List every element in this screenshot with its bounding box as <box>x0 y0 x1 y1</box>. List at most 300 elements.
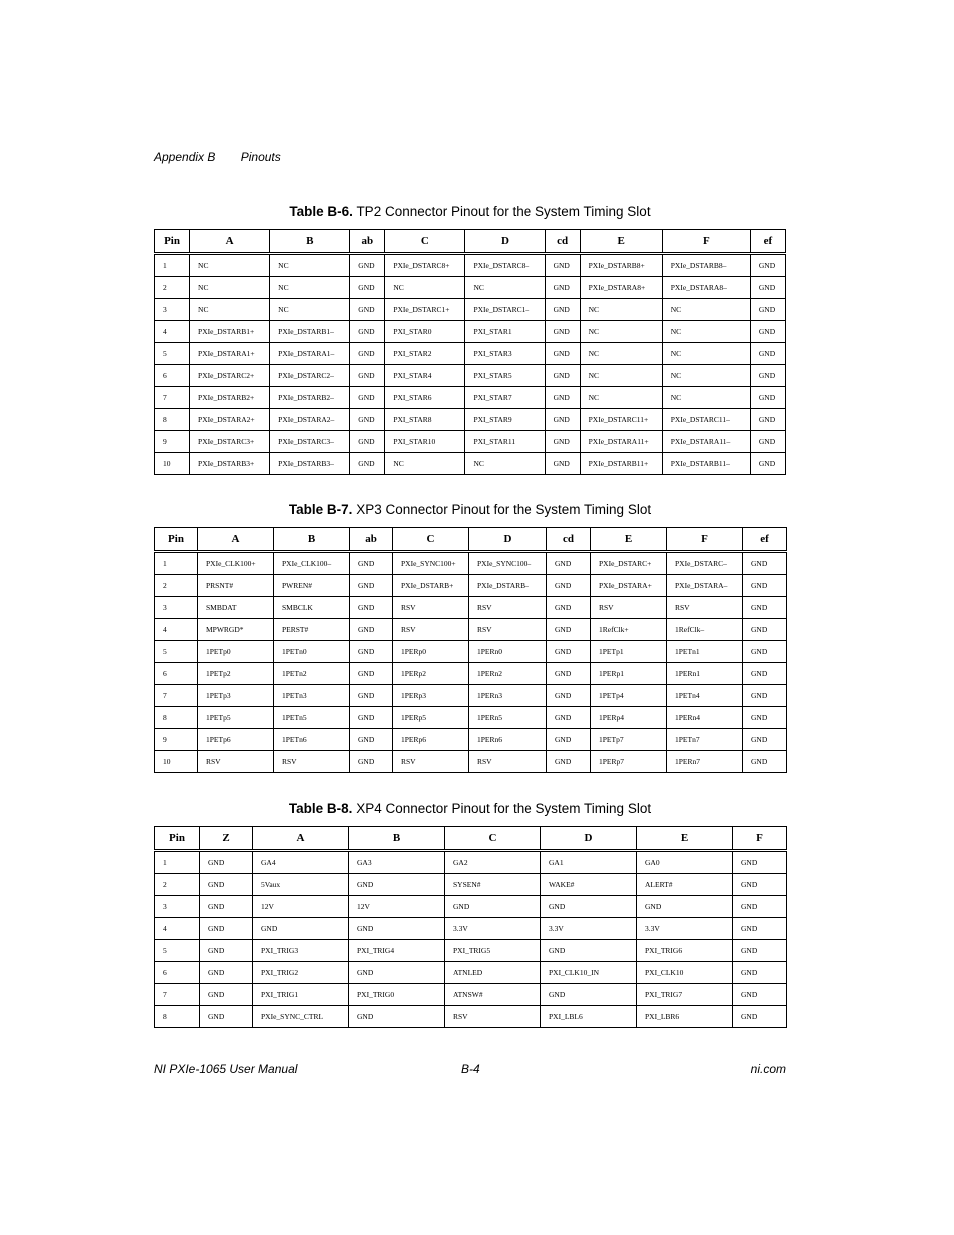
signal-cell: 5Vaux <box>253 874 349 896</box>
signal-cell: PXIe_DSTARA8– <box>662 277 750 299</box>
signal-cell: MPWRGD* <box>198 619 274 641</box>
table-row <box>155 663 787 685</box>
signal-cell: NC <box>270 254 350 277</box>
signal-cell: GND <box>743 663 787 685</box>
signal-cell: NC <box>270 299 350 321</box>
column-header: ef <box>743 528 787 552</box>
pin-number-cell: 5 <box>155 940 200 962</box>
signal-cell: GND <box>350 387 385 409</box>
table-title: TP2 Connector Pinout for the System Timing Slot <box>356 204 651 219</box>
signal-cell: NC <box>662 321 750 343</box>
signal-cell: NC <box>190 254 270 277</box>
pin-number-cell: 4 <box>155 321 190 343</box>
column-header: cd <box>545 230 580 254</box>
signal-cell: PXIe_DSTARB+ <box>393 575 469 597</box>
signal-cell: PXIe_CLK100– <box>274 552 350 575</box>
signal-cell: GND <box>350 343 385 365</box>
signal-cell: PWREN# <box>274 575 350 597</box>
table-row <box>155 962 787 984</box>
pin-number-cell: 8 <box>155 707 198 729</box>
signal-cell: GND <box>547 685 591 707</box>
signal-cell: GND <box>750 409 785 431</box>
pin-number-cell: 5 <box>155 641 198 663</box>
table-row <box>155 575 787 597</box>
signal-cell: GND <box>545 299 580 321</box>
pin-number-cell: 1 <box>155 552 198 575</box>
column-header: B <box>270 230 350 254</box>
signal-cell: PXI_LBL6 <box>541 1006 637 1028</box>
signal-cell: GND <box>750 321 785 343</box>
signal-cell: ATNSW# <box>445 984 541 1006</box>
signal-cell: GND <box>733 851 787 874</box>
signal-cell: PXIe_DSTARB8– <box>662 254 750 277</box>
signal-cell: PXIe_DSTARC3– <box>270 431 350 453</box>
signal-cell: 1PERn1 <box>667 663 743 685</box>
column-header: E <box>637 827 733 851</box>
table-header-row <box>155 528 787 552</box>
signal-cell: 1PETp5 <box>198 707 274 729</box>
signal-cell: 1PETn0 <box>274 641 350 663</box>
pin-number-cell: 2 <box>155 874 200 896</box>
signal-cell: PXI_STAR11 <box>465 431 545 453</box>
column-header: F <box>662 230 750 254</box>
signal-cell: PXIe_DSTARB2– <box>270 387 350 409</box>
signal-cell: PXI_STAR1 <box>465 321 545 343</box>
signal-cell: NC <box>580 299 662 321</box>
signal-cell: GND <box>743 751 787 773</box>
signal-cell: RSV <box>591 597 667 619</box>
pin-number-cell: 10 <box>155 453 190 475</box>
signal-cell: RSV <box>198 751 274 773</box>
signal-cell: GND <box>733 918 787 940</box>
pin-number-cell: 8 <box>155 409 190 431</box>
signal-cell: 1PETp4 <box>591 685 667 707</box>
signal-cell: NC <box>662 343 750 365</box>
signal-cell: GND <box>350 575 393 597</box>
signal-cell: PXI_TRIG4 <box>349 940 445 962</box>
signal-cell: PXIe_DSTARA2– <box>270 409 350 431</box>
signal-cell: NC <box>580 343 662 365</box>
pin-number-cell: 9 <box>155 729 198 751</box>
pin-number-cell: 6 <box>155 365 190 387</box>
signal-cell: PXI_LBR6 <box>637 1006 733 1028</box>
signal-cell: 12V <box>253 896 349 918</box>
table-row <box>155 619 787 641</box>
table-row <box>155 597 787 619</box>
signal-cell: GND <box>750 299 785 321</box>
signal-cell: GND <box>750 453 785 475</box>
signal-cell: PXI_TRIG5 <box>445 940 541 962</box>
signal-cell: GND <box>350 552 393 575</box>
signal-cell: GND <box>547 663 591 685</box>
signal-cell: PXIe_DSTARA2+ <box>190 409 270 431</box>
signal-cell: PXIe_DSTARC3+ <box>190 431 270 453</box>
signal-cell: RSV <box>274 751 350 773</box>
table-b8-caption <box>154 801 786 816</box>
signal-cell: GND <box>547 575 591 597</box>
table-row <box>155 896 787 918</box>
signal-cell: GND <box>200 940 253 962</box>
signal-cell: GND <box>200 874 253 896</box>
signal-cell: NC <box>190 277 270 299</box>
signal-cell: PXIe_SYNC100– <box>469 552 547 575</box>
signal-cell: GND <box>547 619 591 641</box>
signal-cell: NC <box>465 277 545 299</box>
signal-cell: GND <box>545 277 580 299</box>
signal-cell: GND <box>733 896 787 918</box>
signal-cell: PRSNT# <box>198 575 274 597</box>
signal-cell: PXIe_DSTARB3– <box>270 453 350 475</box>
signal-cell: RSV <box>393 751 469 773</box>
table-row <box>155 254 786 277</box>
column-header: B <box>274 528 350 552</box>
table-header-row <box>155 827 787 851</box>
signal-cell: 1PETn5 <box>274 707 350 729</box>
signal-cell: PXIe_DSTARB11– <box>662 453 750 475</box>
pin-number-cell: 7 <box>155 387 190 409</box>
signal-cell: GND <box>545 387 580 409</box>
signal-cell: GND <box>733 962 787 984</box>
signal-cell: PXIe_DSTARC2– <box>270 365 350 387</box>
signal-cell: PXIe_DSTARB8+ <box>580 254 662 277</box>
signal-cell: 1PETn1 <box>667 641 743 663</box>
signal-cell: 1PETn4 <box>667 685 743 707</box>
signal-cell: PXIe_DSTARB2+ <box>190 387 270 409</box>
signal-cell: GND <box>733 984 787 1006</box>
signal-cell: RSV <box>393 619 469 641</box>
footer-page-number: B-4 <box>461 1062 480 1076</box>
signal-cell: 1PERp3 <box>393 685 469 707</box>
running-header <box>154 150 281 164</box>
table-row <box>155 851 787 874</box>
signal-cell: PXI_CLK10 <box>637 962 733 984</box>
column-header: Pin <box>155 230 190 254</box>
signal-cell: PXIe_DSTARC11+ <box>580 409 662 431</box>
signal-cell: GND <box>733 874 787 896</box>
signal-cell: RSV <box>469 619 547 641</box>
signal-cell: PXIe_DSTARA1+ <box>190 343 270 365</box>
signal-cell: GND <box>350 641 393 663</box>
signal-cell: PXIe_CLK100+ <box>198 552 274 575</box>
pin-number-cell: 2 <box>155 277 190 299</box>
signal-cell: GND <box>743 729 787 751</box>
column-header: A <box>198 528 274 552</box>
signal-cell: SYSEN# <box>445 874 541 896</box>
signal-cell: PXIe_SYNC100+ <box>393 552 469 575</box>
signal-cell: PXIe_DSTARC11– <box>662 409 750 431</box>
signal-cell: ALERT# <box>637 874 733 896</box>
signal-cell: 1PETn2 <box>274 663 350 685</box>
signal-cell: PXI_TRIG3 <box>253 940 349 962</box>
table-row <box>155 453 786 475</box>
signal-cell: GND <box>545 453 580 475</box>
pin-number-cell: 3 <box>155 597 198 619</box>
signal-cell: GND <box>349 1006 445 1028</box>
signal-cell: GND <box>350 409 385 431</box>
signal-cell: GND <box>733 1006 787 1028</box>
signal-cell: NC <box>270 277 350 299</box>
pin-number-cell: 10 <box>155 751 198 773</box>
column-header: Z <box>200 827 253 851</box>
signal-cell: RSV <box>469 751 547 773</box>
table-row <box>155 552 787 575</box>
xp3-pinout-table <box>154 527 787 773</box>
signal-cell: 1PETp6 <box>198 729 274 751</box>
signal-cell: GND <box>750 365 785 387</box>
column-header: E <box>580 230 662 254</box>
signal-cell: PXIe_DSTARC1– <box>465 299 545 321</box>
signal-cell: 1PERp6 <box>393 729 469 751</box>
signal-cell: GND <box>350 365 385 387</box>
signal-cell: GND <box>350 729 393 751</box>
signal-cell: GND <box>350 431 385 453</box>
signal-cell: GND <box>350 685 393 707</box>
signal-cell: WAKE# <box>541 874 637 896</box>
pin-number-cell: 4 <box>155 918 200 940</box>
signal-cell: PXI_STAR6 <box>385 387 465 409</box>
column-header: F <box>667 528 743 552</box>
column-header: Pin <box>155 528 198 552</box>
footer-website: ni.com <box>750 1062 786 1076</box>
column-header: D <box>469 528 547 552</box>
signal-cell: PXI_TRIG2 <box>253 962 349 984</box>
signal-cell: GND <box>350 321 385 343</box>
pin-number-cell: 6 <box>155 663 198 685</box>
signal-cell: NC <box>580 387 662 409</box>
signal-cell: GND <box>545 321 580 343</box>
signal-cell: PXIe_DSTARC8– <box>465 254 545 277</box>
signal-cell: GND <box>350 277 385 299</box>
table-b6-caption <box>154 204 786 219</box>
pin-number-cell: 3 <box>155 299 190 321</box>
tp2-pinout-table <box>154 229 786 475</box>
signal-cell: GND <box>350 254 385 277</box>
signal-cell: PXIe_DSTARB– <box>469 575 547 597</box>
table-row <box>155 918 787 940</box>
signal-cell: 1PETp7 <box>591 729 667 751</box>
signal-cell: NC <box>662 299 750 321</box>
signal-cell: GND <box>350 597 393 619</box>
pin-number-cell: 4 <box>155 619 198 641</box>
column-header: F <box>733 827 787 851</box>
pin-number-cell: 1 <box>155 851 200 874</box>
signal-cell: GND <box>743 597 787 619</box>
signal-cell: PXI_TRIG0 <box>349 984 445 1006</box>
header-appendix: Appendix B <box>154 150 216 164</box>
signal-cell: GND <box>545 431 580 453</box>
signal-cell: 1PETp1 <box>591 641 667 663</box>
table-b7-caption <box>154 502 786 517</box>
table-row <box>155 940 787 962</box>
signal-cell: GND <box>350 453 385 475</box>
table-row <box>155 299 786 321</box>
signal-cell: 1PETn6 <box>274 729 350 751</box>
table-label: Table B-8. <box>288 801 353 816</box>
signal-cell: PXIe_DSTARA+ <box>591 575 667 597</box>
signal-cell: GND <box>349 874 445 896</box>
signal-cell: 12V <box>349 896 445 918</box>
signal-cell: PXIe_DSTARA– <box>667 575 743 597</box>
signal-cell: NC <box>580 365 662 387</box>
pin-number-cell: 1 <box>155 254 190 277</box>
signal-cell: GND <box>200 1006 253 1028</box>
signal-cell: PXIe_DSTARB1– <box>270 321 350 343</box>
signal-cell: PXI_STAR4 <box>385 365 465 387</box>
signal-cell: 1PERn3 <box>469 685 547 707</box>
column-header: D <box>465 230 545 254</box>
signal-cell: PXI_STAR0 <box>385 321 465 343</box>
signal-cell: NC <box>465 453 545 475</box>
signal-cell: 1PERn2 <box>469 663 547 685</box>
xp4-pinout-table <box>154 826 787 1028</box>
signal-cell: GA3 <box>349 851 445 874</box>
table-row <box>155 409 786 431</box>
signal-cell: RSV <box>667 597 743 619</box>
signal-cell: GND <box>547 729 591 751</box>
signal-cell: 1PERn6 <box>469 729 547 751</box>
signal-cell: GND <box>349 918 445 940</box>
signal-cell: GND <box>743 552 787 575</box>
signal-cell: 1PERp7 <box>591 751 667 773</box>
signal-cell: PXI_STAR8 <box>385 409 465 431</box>
signal-cell: PERST# <box>274 619 350 641</box>
signal-cell: PXI_STAR2 <box>385 343 465 365</box>
pin-number-cell: 6 <box>155 962 200 984</box>
signal-cell: PXI_TRIG6 <box>637 940 733 962</box>
signal-cell: PXI_CLK10_IN <box>541 962 637 984</box>
signal-cell: PXIe_SYNC_CTRL <box>253 1006 349 1028</box>
table-row <box>155 387 786 409</box>
column-header: A <box>190 230 270 254</box>
table-label: Table B-6. <box>289 204 353 219</box>
signal-cell: GND <box>750 387 785 409</box>
table-row <box>155 984 787 1006</box>
signal-cell: RSV <box>469 597 547 619</box>
column-header: ef <box>750 230 785 254</box>
signal-cell: GND <box>743 575 787 597</box>
signal-cell: PXI_STAR10 <box>385 431 465 453</box>
pin-number-cell: 7 <box>155 984 200 1006</box>
signal-cell: PXIe_DSTARA1– <box>270 343 350 365</box>
footer-manual-title: NI PXIe-1065 User Manual <box>154 1062 298 1076</box>
signal-cell: 1PETp0 <box>198 641 274 663</box>
signal-cell: GND <box>350 751 393 773</box>
signal-cell: 1PERp2 <box>393 663 469 685</box>
signal-cell: PXIe_DSTARC2+ <box>190 365 270 387</box>
signal-cell: 1PERn4 <box>667 707 743 729</box>
signal-cell: SMBCLK <box>274 597 350 619</box>
table-label: Table B-7. <box>288 502 353 517</box>
pin-number-cell: 3 <box>155 896 200 918</box>
signal-cell: GND <box>750 254 785 277</box>
signal-cell: SMBDAT <box>198 597 274 619</box>
table-title: XP3 Connector Pinout for the System Timing Slot <box>356 502 652 517</box>
signal-cell: NC <box>385 277 465 299</box>
signal-cell: 1PETn3 <box>274 685 350 707</box>
table-row <box>155 874 787 896</box>
signal-cell: GND <box>541 940 637 962</box>
signal-cell: 1PERn5 <box>469 707 547 729</box>
signal-cell: NC <box>580 321 662 343</box>
table-row <box>155 641 787 663</box>
column-header: cd <box>547 528 591 552</box>
signal-cell: 1PERp5 <box>393 707 469 729</box>
table-row <box>155 685 787 707</box>
table-title: XP4 Connector Pinout for the System Timing Slot <box>356 801 652 816</box>
signal-cell: 1PETp3 <box>198 685 274 707</box>
signal-cell: PXIe_DSTARB3+ <box>190 453 270 475</box>
signal-cell: NC <box>385 453 465 475</box>
signal-cell: GA2 <box>445 851 541 874</box>
pin-number-cell: 7 <box>155 685 198 707</box>
column-header: C <box>445 827 541 851</box>
column-header: ab <box>350 230 385 254</box>
signal-cell: 1PERp0 <box>393 641 469 663</box>
table-row <box>155 365 786 387</box>
signal-cell: GND <box>200 851 253 874</box>
signal-cell: GND <box>743 707 787 729</box>
signal-cell: GND <box>547 751 591 773</box>
signal-cell: GND <box>547 552 591 575</box>
table-header-row <box>155 230 786 254</box>
signal-cell: PXI_STAR9 <box>465 409 545 431</box>
signal-cell: GA1 <box>541 851 637 874</box>
signal-cell: GND <box>545 365 580 387</box>
table-row <box>155 1006 787 1028</box>
column-header: E <box>591 528 667 552</box>
signal-cell: PXIe_DSTARC8+ <box>385 254 465 277</box>
signal-cell: PXI_STAR5 <box>465 365 545 387</box>
signal-cell: GND <box>733 940 787 962</box>
signal-cell: 1PERn7 <box>667 751 743 773</box>
signal-cell: PXIe_DSTARC+ <box>591 552 667 575</box>
signal-cell: GND <box>350 299 385 321</box>
signal-cell: PXIe_DSTARA11– <box>662 431 750 453</box>
signal-cell: GND <box>750 431 785 453</box>
signal-cell: RSV <box>445 1006 541 1028</box>
signal-cell: GND <box>750 277 785 299</box>
signal-cell: GND <box>545 343 580 365</box>
signal-cell: NC <box>190 299 270 321</box>
signal-cell: 1RefClk– <box>667 619 743 641</box>
signal-cell: GND <box>200 896 253 918</box>
signal-cell: PXIe_DSTARA8+ <box>580 277 662 299</box>
table-row <box>155 343 786 365</box>
signal-cell: PXIe_DSTARC1+ <box>385 299 465 321</box>
signal-cell: 1PERp4 <box>591 707 667 729</box>
signal-cell: GND <box>445 896 541 918</box>
column-header: Pin <box>155 827 200 851</box>
signal-cell: GND <box>545 254 580 277</box>
signal-cell: GND <box>350 619 393 641</box>
signal-cell: 1PERn0 <box>469 641 547 663</box>
signal-cell: GND <box>743 619 787 641</box>
signal-cell: GND <box>200 962 253 984</box>
signal-cell: PXI_STAR7 <box>465 387 545 409</box>
signal-cell: GND <box>541 984 637 1006</box>
signal-cell: RSV <box>393 597 469 619</box>
signal-cell: GND <box>547 707 591 729</box>
signal-cell: PXIe_DSTARB1+ <box>190 321 270 343</box>
signal-cell: GND <box>545 409 580 431</box>
signal-cell: GND <box>547 597 591 619</box>
signal-cell: GND <box>547 641 591 663</box>
column-header: D <box>541 827 637 851</box>
signal-cell: GND <box>200 984 253 1006</box>
signal-cell: GND <box>253 918 349 940</box>
column-header: C <box>393 528 469 552</box>
signal-cell: NC <box>662 387 750 409</box>
